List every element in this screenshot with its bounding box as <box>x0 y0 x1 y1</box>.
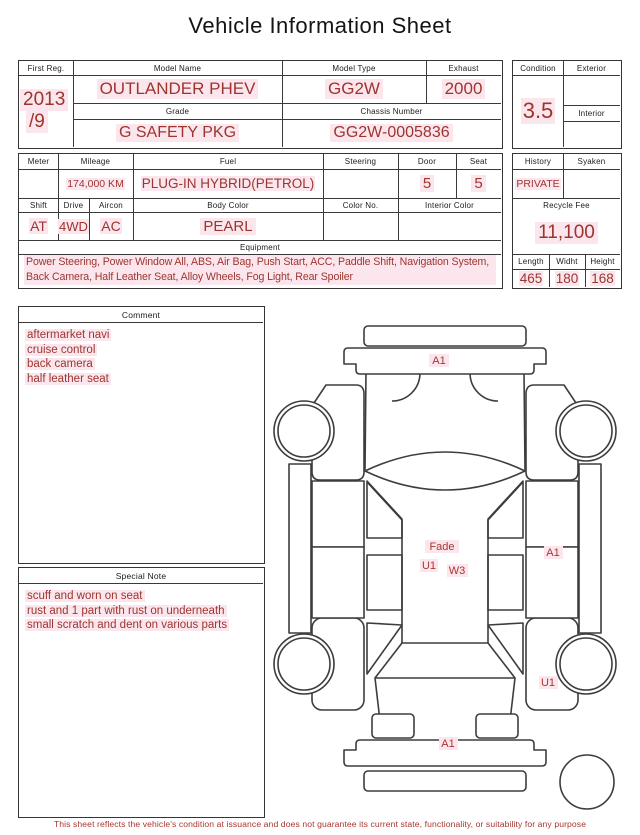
mark-right-door: A1 <box>546 547 560 559</box>
exhaust-label: Exhaust <box>448 63 479 73</box>
condition-score: 3.5 <box>522 98 554 123</box>
height-label: Height <box>590 257 615 266</box>
history-value <box>513 169 563 198</box>
body-color-value <box>133 212 323 240</box>
special-note-box <box>18 567 265 818</box>
length-text: 465 <box>519 270 543 286</box>
shift-text: AT <box>30 218 47 234</box>
car-panels <box>274 326 616 809</box>
mileage-label: Mileage <box>80 157 111 166</box>
recycle-fee-label: Recycle Fee <box>543 200 590 210</box>
height-value <box>585 269 620 287</box>
rear-strip <box>364 771 526 791</box>
front-window-right <box>488 481 523 538</box>
syaken-label: Syaken <box>577 157 606 166</box>
mark-right-rear-fender: U1 <box>540 677 556 689</box>
mark-roof-w3: W3 <box>448 565 466 577</box>
meter-value <box>19 169 58 198</box>
hood-edge-left <box>365 372 366 470</box>
exterior-label: Exterior <box>576 63 607 73</box>
mark-rear-bumper: A1 <box>441 738 455 750</box>
front-door-left <box>312 481 364 547</box>
mark-roof-u1: U1 <box>421 560 437 572</box>
width-text: 180 <box>555 270 579 286</box>
model-name-value <box>73 75 282 103</box>
recycle-fee-text: 11,100 <box>535 222 598 244</box>
drive-text: 4WD <box>59 218 88 234</box>
first-reg-year: 2013 <box>20 89 68 111</box>
grade-text: G SAFETY PKG <box>116 124 239 142</box>
aircon-value <box>89 212 133 240</box>
comment-box <box>18 306 265 564</box>
model-type-label: Model Type <box>332 63 376 73</box>
exhaust-text: 2000 <box>442 79 486 99</box>
windshield <box>365 452 525 490</box>
front-window-left <box>367 481 402 538</box>
door-count: 5 <box>420 175 434 192</box>
fuel-label: Fuel <box>219 157 237 166</box>
special-note-line: rust and 1 part with rust on underneath <box>27 604 225 617</box>
windshield-corner-arc-right <box>470 374 498 401</box>
comment-line: cruise control <box>27 343 96 356</box>
interior-value <box>563 121 620 147</box>
chassis-number-label: Chassis Number <box>360 106 423 116</box>
seat-count: 5 <box>471 175 485 192</box>
width-value <box>549 269 585 287</box>
model-type-text: GG2W <box>325 79 383 99</box>
width-label: Widht <box>556 257 578 266</box>
front-door-right <box>526 481 578 547</box>
fuel-text: PLUG-IN HYBRID(PETROL) <box>141 176 315 191</box>
syaken-value <box>563 169 620 198</box>
steering-label: Steering <box>344 157 377 166</box>
car-body-lines <box>365 372 525 738</box>
seat-label: Seat <box>469 157 488 166</box>
history-label: History <box>524 157 552 166</box>
grade-value <box>73 119 282 147</box>
special-note-content <box>25 590 259 634</box>
seat-value <box>456 169 501 198</box>
body-color-label: Body Color <box>207 200 249 210</box>
rear-window-left <box>367 555 402 610</box>
history-text: PRIVATE <box>516 177 560 190</box>
interior-label: Interior <box>578 108 605 118</box>
aircon-label: Aircon <box>99 200 123 210</box>
first-reg-month: /9 <box>26 111 48 133</box>
rear-wheel-left <box>274 634 334 694</box>
comment-line: half leather seat <box>27 372 109 385</box>
hood-edge-right <box>524 372 525 470</box>
equipment-text: Power Steering, Power Window All, ABS, Air Bag, Push Start, ACC, Paddle Shift, Navigation System, Back Camera, Half Leather Seat, Alloy Wheels, Fog Light, Rear Spoiler <box>24 255 496 285</box>
rear-window-right <box>488 555 523 610</box>
taillight-left <box>372 714 414 738</box>
color-no-value <box>323 212 398 240</box>
first-reg-value <box>19 75 73 147</box>
car-condition-diagram <box>268 308 640 833</box>
taillight-right <box>476 714 518 738</box>
condition-value <box>513 75 563 147</box>
equipment-label: Equipment <box>239 242 281 252</box>
first-reg-label: First Reg. <box>27 63 65 73</box>
exterior-value <box>563 75 620 105</box>
sill-right <box>579 464 601 633</box>
drive-value <box>58 212 89 240</box>
history-fee-table <box>512 153 622 289</box>
special-note-line: small scratch and dent on various parts <box>27 619 228 631</box>
mileage-text: 174,000 KM <box>67 177 124 190</box>
roof-outline <box>402 520 488 643</box>
special-note-line: scuff and worn on seat <box>27 590 143 602</box>
front-wheel-left <box>274 401 334 461</box>
model-type-value <box>282 75 426 103</box>
aircon-text: AC <box>101 218 121 234</box>
fuel-value <box>133 169 323 198</box>
model-name-label: Model Name <box>153 63 202 73</box>
rear-wheel-right <box>556 634 616 694</box>
model-name-text: OUTLANDER PHEV <box>97 79 259 99</box>
special-note-header: Special Note <box>19 568 263 584</box>
interior-color-label: Interior Color <box>424 200 475 210</box>
mark-front-bumper: A1 <box>432 355 446 367</box>
shift-label: Shift <box>29 200 47 210</box>
comment-content <box>25 329 257 387</box>
front-strip <box>364 326 526 346</box>
interior-color-value <box>398 212 501 240</box>
body-color-text: PEARL <box>200 218 255 235</box>
page-title: Vehicle Information Sheet <box>188 13 452 38</box>
rear-door-left <box>312 547 364 618</box>
exhaust-value <box>426 75 501 103</box>
comment-line: back camera <box>27 358 93 370</box>
condition-table <box>512 60 622 149</box>
steering-value <box>323 169 398 198</box>
sill-left <box>289 464 311 633</box>
spare-circle <box>560 755 614 809</box>
height-text: 168 <box>591 270 614 286</box>
mileage-value <box>58 169 133 198</box>
comment-line: aftermarket navi <box>27 329 110 341</box>
door-label: Door <box>417 157 437 166</box>
grade-label: Grade <box>165 106 190 116</box>
mark-roof-fade: Fade <box>429 541 455 553</box>
length-value <box>513 269 549 287</box>
equipment-value <box>19 254 501 287</box>
meter-label: Meter <box>27 157 50 166</box>
color-no-label: Color No. <box>342 200 379 210</box>
recycle-fee-value <box>513 212 620 254</box>
door-value <box>398 169 456 198</box>
chassis-number-value <box>282 119 501 147</box>
comment-header: Comment <box>19 307 263 323</box>
vehicle-id-table <box>18 60 503 149</box>
front-wheel-right <box>556 401 616 461</box>
condition-label: Condition <box>520 63 556 73</box>
drive-label: Drive <box>63 200 84 210</box>
length-label: Length <box>518 257 544 266</box>
shift-value <box>19 212 58 240</box>
footer-disclaimer: This sheet reflects the vehicle's condition at issuance and does not guarantee its current state, functionality, or suitability for any purpose <box>53 819 587 829</box>
spec-table <box>18 153 503 289</box>
chassis-number-text: GG2W-0005836 <box>330 124 452 142</box>
windshield-corner-arc-left <box>392 374 420 401</box>
